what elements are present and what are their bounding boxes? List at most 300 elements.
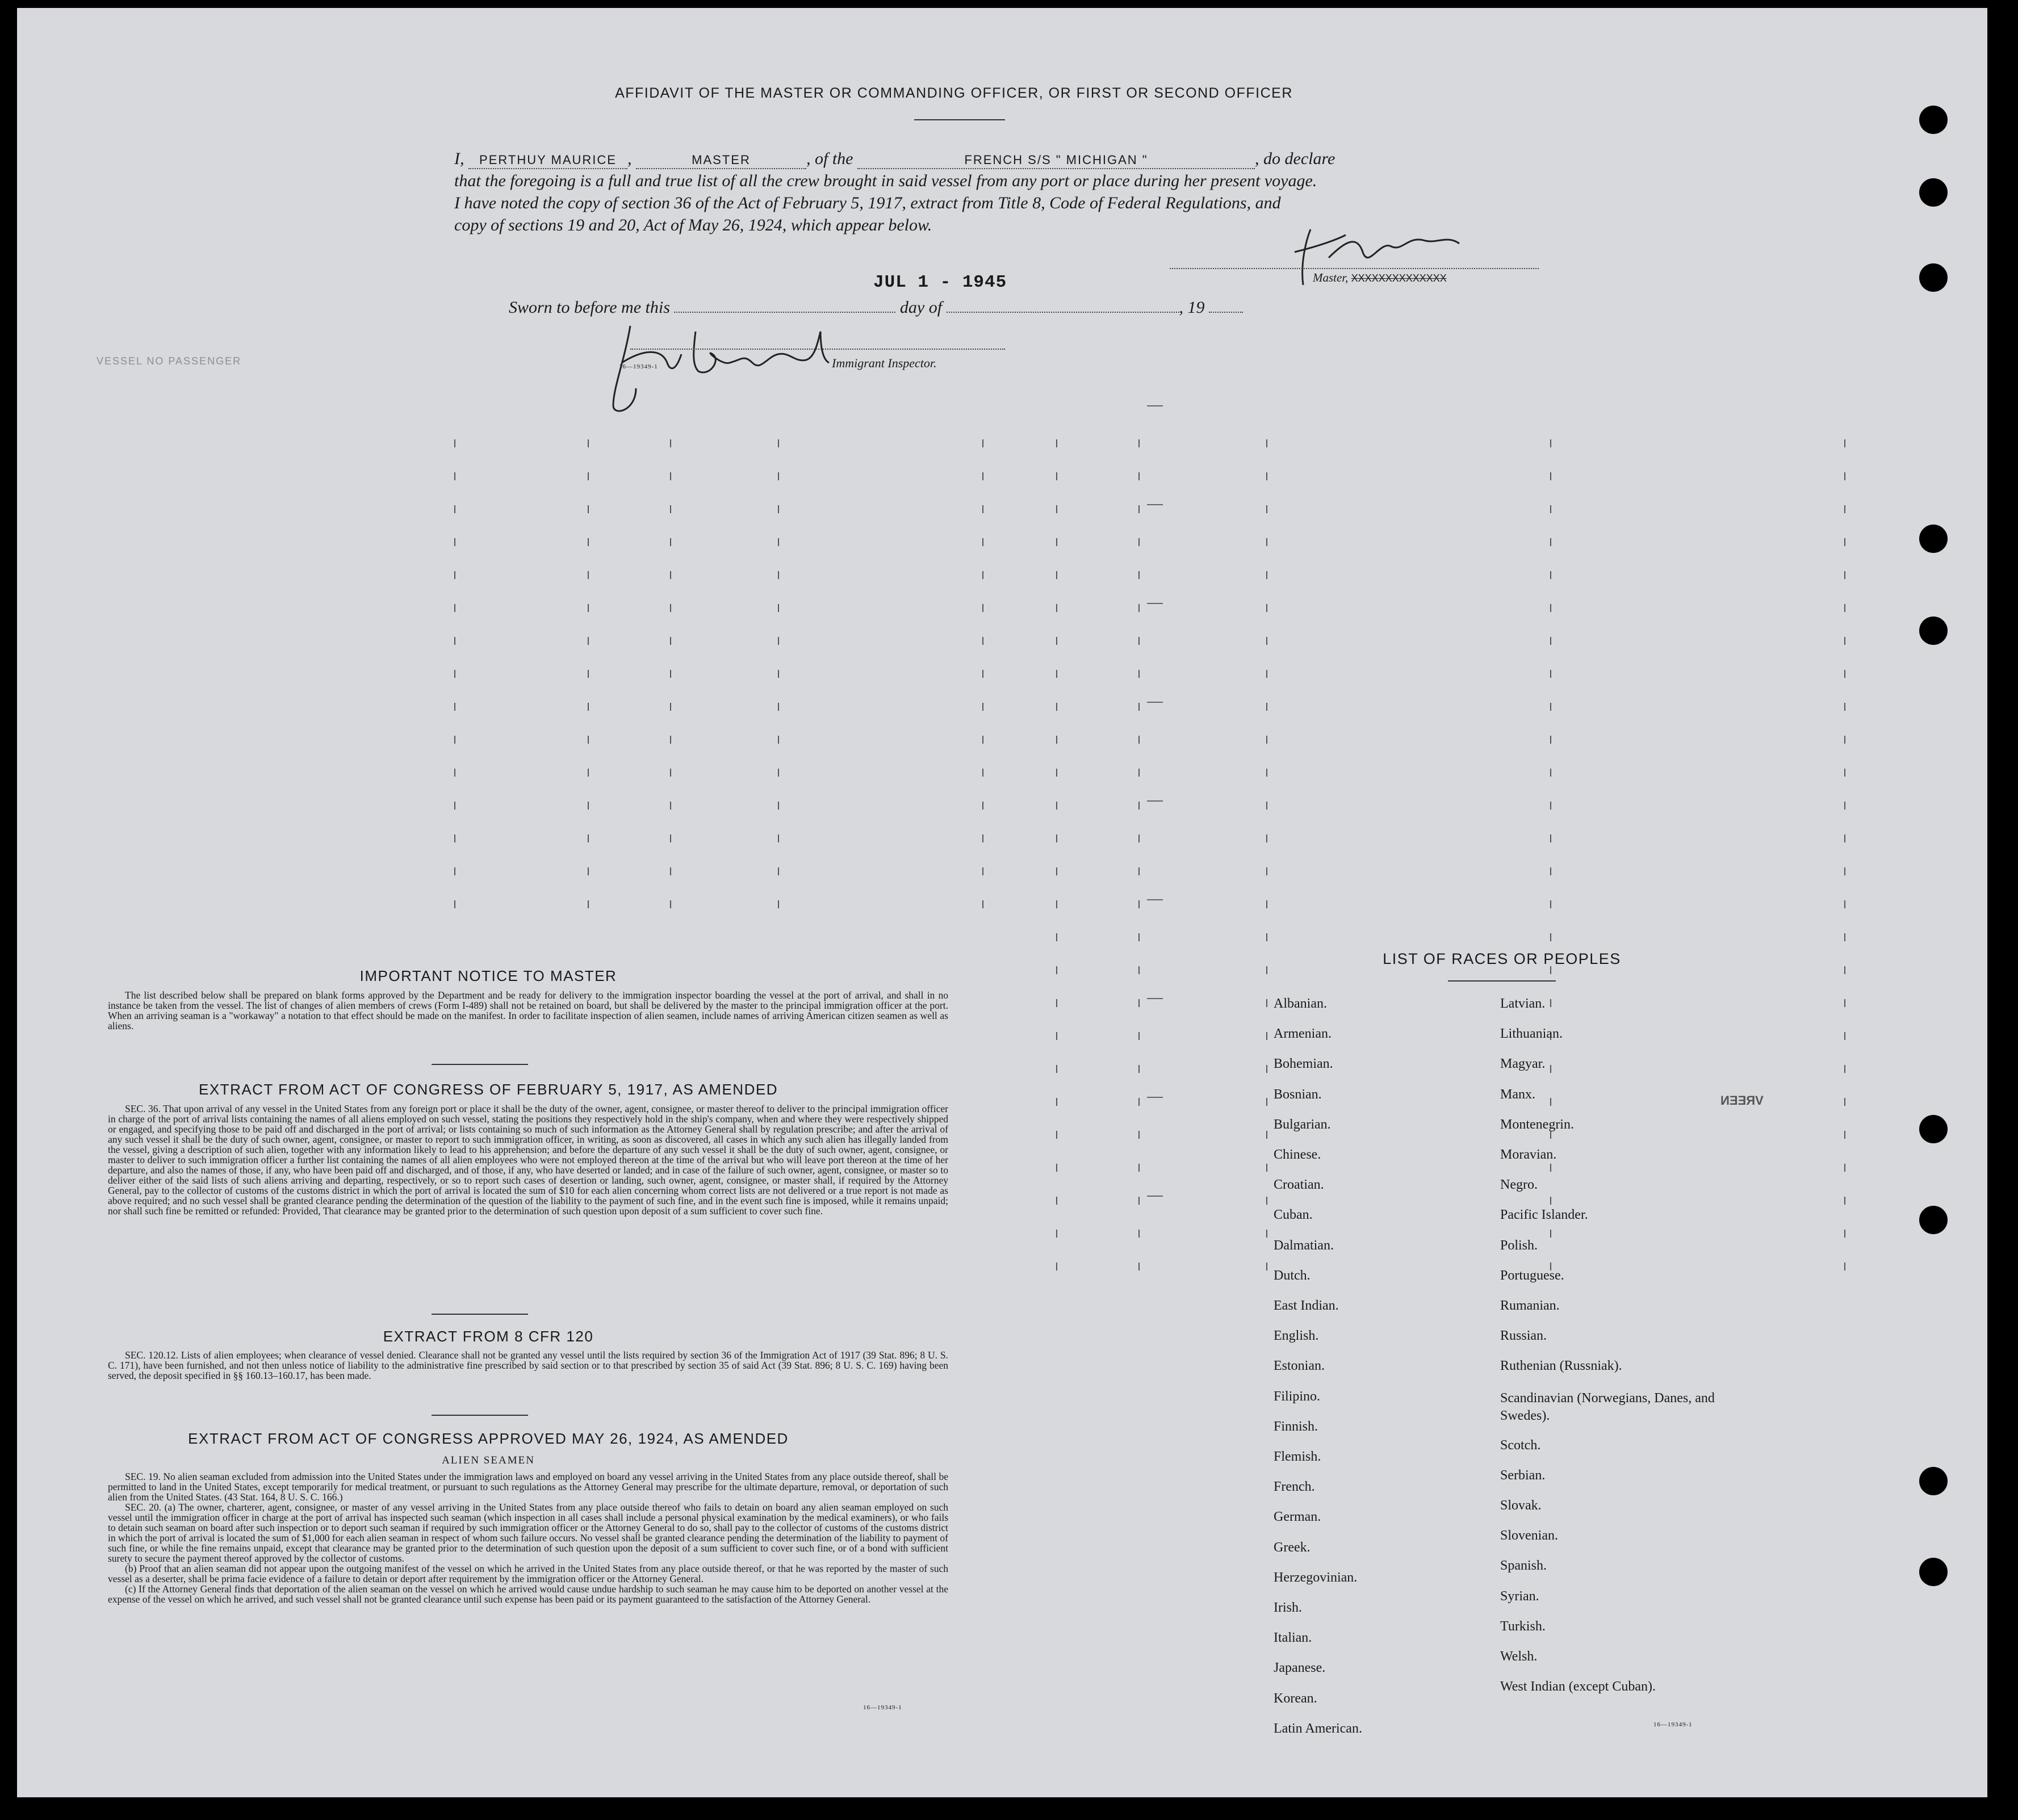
master-caption: Master, XXXXXXXXXXXXXX — [1313, 271, 1447, 284]
column-mark — [1844, 867, 1845, 875]
column-mark — [1266, 867, 1267, 875]
column-mark — [1056, 472, 1057, 480]
column-mark — [1266, 505, 1267, 513]
column-mark — [1056, 703, 1057, 711]
column-mark — [588, 472, 589, 480]
column-mark — [1266, 769, 1267, 777]
column-mark — [1056, 736, 1057, 744]
column-mark — [588, 604, 589, 612]
form-number: 16—19349-1 — [1653, 1721, 1693, 1728]
column-mark — [670, 736, 671, 744]
column-mark — [588, 538, 589, 546]
column-mark — [454, 439, 455, 447]
column-mark — [982, 834, 983, 842]
column-mark — [1266, 538, 1267, 546]
column-mark — [1844, 505, 1845, 513]
column-mark — [454, 703, 455, 711]
column-mark — [588, 505, 589, 513]
column-mark — [1550, 834, 1551, 842]
column-mark — [778, 670, 779, 678]
column-mark — [1056, 1164, 1057, 1172]
column-mark — [1550, 900, 1551, 908]
race-item: English. — [1274, 1328, 1319, 1344]
race-item: Spanish. — [1500, 1558, 1547, 1574]
column-mark — [778, 802, 779, 810]
column-mark — [1138, 802, 1140, 810]
race-item: Turkish. — [1500, 1618, 1546, 1634]
punch-hole — [1919, 178, 1948, 207]
column-mark — [1844, 439, 1845, 447]
column-mark — [1138, 472, 1140, 480]
column-mark — [670, 802, 671, 810]
column-mark — [670, 505, 671, 513]
race-item: Scotch. — [1500, 1437, 1541, 1453]
column-mark — [1844, 802, 1845, 810]
column-mark — [778, 505, 779, 513]
column-mark — [982, 439, 983, 447]
column-mark — [1550, 703, 1551, 711]
vessel-field: FRENCH S/S " MICHIGAN " — [857, 152, 1255, 169]
races-rule — [1448, 980, 1556, 982]
column-mark — [670, 867, 671, 875]
column-mark — [1138, 834, 1140, 842]
extract-1924-heading: EXTRACT FROM ACT OF CONGRESS APPROVED MAY 26, 1924, AS AMENDED — [188, 1430, 789, 1447]
column-mark — [1844, 736, 1845, 744]
column-mark — [1138, 1032, 1140, 1040]
race-item: Russian. — [1500, 1328, 1547, 1344]
declaration-line1 — [454, 148, 1556, 170]
column-mark — [982, 736, 983, 744]
column-mark — [1138, 1098, 1140, 1106]
sec-19: SEC. 19. No alien seaman excluded from admission into the United States under the immigration laws and employed on board any vessel arriving in the United States from any place outside thereof, shall be permitted to land in the United States, except temporarily for medical treatment, or pursuant to such regulations as the Attorney General may prescribe for the ultimate departure, removal, or deportation of such alien from the United States. (43 Stat. 164, 8 U. S. C. 166.) — [108, 1471, 948, 1503]
races-column-2 — [1500, 989, 1756, 1702]
column-mark — [588, 439, 589, 447]
column-mark — [1056, 999, 1057, 1007]
column-mark — [982, 505, 983, 513]
column-mark — [588, 670, 589, 678]
column-mark — [1056, 1098, 1057, 1106]
column-mark — [778, 571, 779, 579]
column-mark — [1844, 1263, 1845, 1270]
column-mark — [1844, 834, 1845, 842]
race-item: Estonian. — [1274, 1358, 1325, 1374]
separator: , — [627, 149, 632, 168]
column-mark — [1056, 637, 1057, 645]
section-rule — [432, 1314, 528, 1315]
title-rule — [914, 119, 1005, 120]
column-mark — [982, 637, 983, 645]
column-mark — [1266, 472, 1267, 480]
column-mark — [670, 769, 671, 777]
column-mark — [588, 571, 589, 579]
column-mark — [1550, 670, 1551, 678]
sec-20c: (c) If the Attorney General finds that deportation of the alien seaman on the vessel on which he arrived would cause undue hardship to such seaman he may cause him to be deported on another vessel at the expense of the vessel on which he arrived, and such vessel shall not be granted clearance until such expense has been paid or its payment guaranteed to the satisfaction of the Attorney General. — [108, 1583, 948, 1605]
race-item: Ruthenian (Russniak). — [1500, 1358, 1622, 1374]
sworn-prefix: Sworn to before me this — [509, 298, 670, 317]
column-mark — [1138, 1164, 1140, 1172]
column-mark — [1266, 1098, 1267, 1106]
column-mark — [778, 900, 779, 908]
column-mark — [1550, 867, 1551, 875]
column-mark — [1056, 439, 1057, 447]
column-mark — [1550, 736, 1551, 744]
races-column-1 — [1274, 989, 1467, 1744]
column-mark — [454, 472, 455, 480]
punch-hole — [1919, 263, 1948, 292]
race-item: Irish. — [1274, 1600, 1302, 1616]
column-mark — [778, 472, 779, 480]
column-mark — [670, 703, 671, 711]
column-mark — [1138, 670, 1140, 678]
race-item: Herzegovinian. — [1274, 1570, 1358, 1585]
column-mark — [1266, 1065, 1267, 1073]
column-mark — [1138, 1131, 1140, 1139]
race-item: Latin American. — [1274, 1721, 1362, 1736]
column-mark — [1056, 1197, 1057, 1205]
column-mark — [588, 769, 589, 777]
column-mark — [1844, 670, 1845, 678]
column-mark — [778, 439, 779, 447]
column-mark — [1056, 670, 1057, 678]
sworn-month-field — [947, 312, 1179, 313]
column-mark — [1550, 604, 1551, 612]
inspector-signature — [591, 309, 852, 417]
column-mark — [1266, 571, 1267, 579]
do-declare-text: , do declare — [1255, 149, 1335, 168]
column-dash — [1147, 702, 1163, 703]
column-mark — [1844, 1164, 1845, 1172]
master-name-field: PERTHUY MAURICE — [468, 152, 627, 169]
column-mark — [1844, 1131, 1845, 1139]
bleed-through-stamp: VESSEL NO PASSENGER — [97, 355, 242, 367]
section-rule — [432, 1064, 528, 1065]
column-mark — [1138, 505, 1140, 513]
column-mark — [982, 769, 983, 777]
column-mark — [588, 900, 589, 908]
inspector-signature-line — [630, 349, 1005, 350]
column-mark — [1056, 604, 1057, 612]
column-mark — [1056, 802, 1057, 810]
column-mark — [454, 769, 455, 777]
race-item: Slovenian. — [1500, 1528, 1558, 1544]
notice-heading: IMPORTANT NOTICE TO MASTER — [359, 967, 617, 984]
form-number: 16—19349-1 — [863, 1704, 902, 1711]
column-mark — [1844, 1098, 1845, 1106]
column-mark — [1056, 505, 1057, 513]
column-mark — [1550, 472, 1551, 480]
column-mark — [1056, 933, 1057, 941]
column-mark — [1844, 703, 1845, 711]
race-item: Rumanian. — [1500, 1298, 1560, 1314]
master-rank-field: MASTER — [636, 152, 806, 169]
column-mark — [1844, 637, 1845, 645]
of-the-text: , of the — [806, 149, 853, 168]
column-mark — [1266, 1197, 1267, 1205]
column-mark — [670, 834, 671, 842]
column-mark — [1550, 637, 1551, 645]
column-mark — [1138, 736, 1140, 744]
column-mark — [1266, 933, 1267, 941]
column-mark — [982, 703, 983, 711]
extract-1917-body: SEC. 36. That upon arrival of any vessel in the United States from any foreign port or place it shall be the duty of the owner, agent, consignee, or master thereof to deliver to the principal immigration officer in charge of the port of arrival lists containing the names of all aliens employed on such vessel, stating the positions they respectively hold in the ship's company, when and where they were respectively shipped or engaged, and specifying those to be paid off and discharged in the port of arrival; or lists containing so much of such information as the Attorney General shall by regulation prescribe; and after the arrival of any such vessel it shall be the duty of such owner, agent, consignee, or master to report to such immigration officer, in writing, as soon as discovered, all cases in which any such alien has illegally landed from the vessel, giving a description of such alien, together with any information likely to lead to his apprehension; and before the departure of any such vessel it shall be the duty of such owner, agent, consignee, or master to deliver to such immigration officer a further list containing the names of all alien employees who were not employed thereon at the time of the arrival but who will leave port thereon at the time of her departure, and also the names of those, if any, who have been paid off and discharged, and of those, if any, who have deserted or landed; and in case of the failure of such owner, agent, consignee, or master so to deliver either of the said lists of such aliens arriving and departing, respectively, or so to report such cases of desertion or landing, such owner, agent, consignee, or master shall, if required by the Attorney General, pay to the collector of customs of the customs district in which the port of arrival is located the sum of $10 for each alien concerning whom correct lists are not delivered or a true report is not made as above required; and no such vessel shall be granted clearance pending the determination of the question of the liability to the payment of such fine, and in the event such fine is imposed, while it remains unpaid; nor shall such fine be remitted or refunded: Provided, That clearance may be granted prior to the determination of such question upon deposit of a sum sufficient to cover such fine. — [108, 1103, 948, 1217]
column-mark — [454, 736, 455, 744]
column-mark — [670, 472, 671, 480]
race-item: Polish. — [1500, 1238, 1538, 1253]
column-dash — [1147, 998, 1163, 999]
column-mark — [1138, 538, 1140, 546]
race-item: Bosnian. — [1274, 1087, 1322, 1102]
race-item: Italian. — [1274, 1630, 1312, 1646]
column-mark — [1138, 933, 1140, 941]
declaration-prefix: I, — [454, 149, 464, 168]
declaration-line3: I have noted the copy of section 36 of the Act of February 5, 1917, extract from Title 8, Code of Federal Regulations, and — [454, 194, 1281, 212]
column-mark — [1056, 1131, 1057, 1139]
bleed-through-mark: VREEN — [1720, 1093, 1764, 1108]
race-item: Pacific Islander. — [1500, 1207, 1588, 1223]
column-mark — [1844, 1065, 1845, 1073]
sec-20a: SEC. 20. (a) The owner, charterer, agent, consignee, or master of any vessel arriving in the United States from any place outside thereof who fails to detain on board any alien seaman employed on such vessel until the immigration officer in charge at the port of arrival has inspected such seaman (which inspection in all cases shall include a personal physical examination by the medical examiners), or who fails to detain such seaman on board after such inspection or to deport such seaman if required by such immigration officer or the Attorney General to do so, shall pay to the collector of customs of the customs district in which the port of arrival is located the sum of $1,000 for each alien seaman in respect of whom such failure occurs. No vessel shall be granted clearance pending the determination of the liability to payment of such fine, or while the fine remains unpaid, except that clearance may be granted prior to the determination of such question upon the deposit of a sum sufficient to cover such fine, or of a bond with sufficient surety to secure the payment thereof approved by the collector of customs. — [108, 1502, 948, 1564]
column-dash — [1147, 800, 1163, 802]
column-mark — [1138, 703, 1140, 711]
column-mark — [588, 736, 589, 744]
column-mark — [1844, 472, 1845, 480]
column-mark — [454, 834, 455, 842]
column-mark — [588, 637, 589, 645]
column-mark — [670, 604, 671, 612]
column-mark — [778, 637, 779, 645]
races-heading: LIST OF RACES OR PEOPLES — [1383, 950, 1621, 967]
column-mark — [1056, 1032, 1057, 1040]
punch-hole — [1919, 106, 1948, 134]
punch-hole — [1919, 525, 1948, 553]
race-item: Bohemian. — [1274, 1056, 1333, 1072]
column-mark — [1056, 1065, 1057, 1073]
sworn-year-field — [1209, 312, 1243, 313]
column-mark — [778, 867, 779, 875]
column-mark — [778, 834, 779, 842]
column-mark — [1138, 1065, 1140, 1073]
column-mark — [1550, 505, 1551, 513]
race-item: Filipino. — [1274, 1389, 1321, 1404]
column-mark — [1844, 571, 1845, 579]
column-mark — [1550, 571, 1551, 579]
column-mark — [1138, 966, 1140, 974]
column-mark — [588, 834, 589, 842]
column-mark — [1056, 538, 1057, 546]
column-mark — [1550, 769, 1551, 777]
punch-hole — [1919, 1467, 1948, 1495]
extract-1924-subheading: ALIEN SEAMEN — [442, 1454, 535, 1466]
race-item: Portuguese. — [1500, 1268, 1564, 1283]
column-mark — [1266, 900, 1267, 908]
column-mark — [670, 571, 671, 579]
affidavit-page — [17, 8, 1987, 1797]
race-item: Albanian. — [1274, 996, 1327, 1011]
section-rule — [432, 1415, 528, 1416]
sworn-day-of: day of — [899, 298, 943, 317]
column-mark — [1138, 999, 1140, 1007]
declaration-line4: copy of sections 19 and 20, Act of May 26, 1924, which appear below. — [454, 216, 932, 234]
race-item: Magyar. — [1500, 1056, 1546, 1072]
punch-hole — [1919, 1206, 1948, 1234]
column-mark — [588, 802, 589, 810]
struck-title: XXXXXXXXXXXXXX — [1351, 272, 1447, 284]
column-mark — [982, 604, 983, 612]
column-mark — [1056, 1263, 1057, 1270]
race-item: Lithuanian. — [1500, 1026, 1563, 1042]
column-mark — [1844, 966, 1845, 974]
race-item: French. — [1274, 1479, 1315, 1495]
race-item: Greek. — [1274, 1540, 1311, 1555]
race-item: Montenegrin. — [1500, 1117, 1574, 1132]
column-mark — [1056, 966, 1057, 974]
race-item: Serbian. — [1500, 1467, 1546, 1483]
race-item: Armenian. — [1274, 1026, 1332, 1042]
column-mark — [1138, 604, 1140, 612]
column-mark — [1550, 538, 1551, 546]
column-mark — [454, 900, 455, 908]
column-mark — [778, 604, 779, 612]
column-mark — [982, 472, 983, 480]
column-mark — [1266, 637, 1267, 645]
race-item: Latvian. — [1500, 996, 1546, 1011]
column-mark — [454, 637, 455, 645]
column-mark — [454, 867, 455, 875]
race-item: Croatian. — [1274, 1177, 1324, 1193]
column-dash — [1147, 603, 1163, 604]
column-mark — [982, 538, 983, 546]
column-mark — [1138, 1197, 1140, 1205]
column-mark — [1550, 933, 1551, 941]
column-mark — [1266, 604, 1267, 612]
column-mark — [1844, 1230, 1845, 1238]
punch-hole — [1919, 1115, 1948, 1143]
column-mark — [1138, 867, 1140, 875]
master-signature-line — [1170, 268, 1539, 269]
column-mark — [1056, 900, 1057, 908]
column-dash — [1147, 899, 1163, 900]
race-item: East Indian. — [1274, 1298, 1339, 1314]
race-item: Finnish. — [1274, 1419, 1318, 1434]
notice-body: The list described below shall be prepared on blank forms approved by the Department and be ready for delivery to the immigration inspector boarding the vessel at the port of arrival, and shall in no instance be taken from the vessel. The list of changes of alien members of crews (Form I-489) shall not be retained on board, but shall be delivered by the master to the principal immigration officer at the port. When an arriving seaman is a "workaway" a notation to that effect should be made on the manifest. In order to facilitate inspection of alien seamen, include names of arriving American citizen seamen as well as aliens. — [108, 989, 948, 1031]
column-mark — [1266, 1131, 1267, 1139]
column-mark — [1138, 571, 1140, 579]
form-number: 16—19349-1 — [619, 363, 658, 370]
race-item: West Indian (except Cuban). — [1500, 1679, 1656, 1695]
column-mark — [1266, 802, 1267, 810]
race-item: Flemish. — [1274, 1449, 1321, 1465]
race-item: Syrian. — [1500, 1588, 1539, 1604]
column-mark — [1266, 1230, 1267, 1238]
column-mark — [454, 571, 455, 579]
column-mark — [1266, 999, 1267, 1007]
extract-cfr-body: SEC. 120.12. Lists of alien employees; when clearance of vessel denied. Clearance shall not be granted any vessel until the lists required by section 36 of the Immigration Act of 1917 (39 Stat. 896; 8 U. S. C. 171), have been furnished, and not then unless notice of liability to the administrative fine prescribed by said section or to that prescribed by section 35 of said Act (39 Stat. 896; 8 U. S. C. 169) having been served, the deposit specified in §§ 160.13–160.17, has been made. — [108, 1349, 948, 1381]
column-mark — [1056, 571, 1057, 579]
column-mark — [1266, 834, 1267, 842]
column-mark — [1266, 670, 1267, 678]
race-item: Dalmatian. — [1274, 1238, 1334, 1253]
column-mark — [670, 900, 671, 908]
column-mark — [670, 439, 671, 447]
column-mark — [670, 670, 671, 678]
column-mark — [1266, 966, 1267, 974]
race-item: German. — [1274, 1509, 1321, 1525]
column-mark — [454, 604, 455, 612]
extract-cfr-heading: EXTRACT FROM 8 CFR 120 — [383, 1328, 594, 1345]
column-mark — [1138, 439, 1140, 447]
column-mark — [982, 900, 983, 908]
column-mark — [1550, 439, 1551, 447]
column-mark — [982, 802, 983, 810]
extract-1924-body — [108, 1471, 948, 1604]
race-item: Moravian. — [1500, 1147, 1557, 1163]
column-mark — [1844, 1197, 1845, 1205]
column-mark — [1056, 1230, 1057, 1238]
page-title: AFFIDAVIT OF THE MASTER OR COMMANDING OFFICER, OR FIRST OR SECOND OFFICER — [615, 85, 1293, 101]
sec-20b: (b) Proof that an alien seaman did not appear upon the outgoing manifest of the vessel on which he arrived in the United States from any place outside thereof, or that he was reported by the master of such vessel as a deserter, shall be prima facie evidence of a failure to detain or deport after requirement by the immigration officer or the Attorney General. — [108, 1563, 948, 1584]
column-mark — [1056, 867, 1057, 875]
race-item: Cuban. — [1274, 1207, 1313, 1223]
column-mark — [1138, 1230, 1140, 1238]
race-item: Welsh. — [1500, 1649, 1538, 1664]
column-mark — [1266, 1263, 1267, 1270]
column-mark — [1056, 834, 1057, 842]
sworn-year-prefix: , 19 — [1179, 298, 1205, 317]
column-mark — [1550, 802, 1551, 810]
race-item: Dutch. — [1274, 1268, 1311, 1283]
column-mark — [454, 670, 455, 678]
column-mark — [1138, 900, 1140, 908]
column-mark — [454, 802, 455, 810]
column-mark — [982, 670, 983, 678]
column-mark — [1138, 637, 1140, 645]
date-stamp: JUL 1 - 1945 — [873, 272, 1007, 292]
race-item: Chinese. — [1274, 1147, 1321, 1163]
race-item: Slovak. — [1500, 1498, 1542, 1513]
column-dash — [1147, 1196, 1163, 1197]
race-item: Bulgarian. — [1274, 1117, 1331, 1132]
race-item: Manx. — [1500, 1087, 1535, 1102]
column-mark — [670, 637, 671, 645]
declaration-line2: that the foregoing is a full and true list of all the crew brought in said vessel from any port or place during her present voyage. — [454, 171, 1317, 190]
column-mark — [982, 571, 983, 579]
column-dash — [1147, 504, 1163, 505]
column-mark — [1266, 1032, 1267, 1040]
column-mark — [588, 703, 589, 711]
column-mark — [1844, 999, 1845, 1007]
race-scandinavian: Scandinavian (Norwegians, Danes, and Swedes). — [1500, 1390, 1715, 1423]
column-mark — [1056, 769, 1057, 777]
race-item: Korean. — [1274, 1691, 1317, 1706]
column-mark — [1266, 439, 1267, 447]
column-mark — [778, 736, 779, 744]
column-mark — [1266, 736, 1267, 744]
extract-1917-heading: EXTRACT FROM ACT OF CONGRESS OF FEBRUARY 5, 1917, AS AMENDED — [199, 1081, 778, 1098]
column-mark — [1844, 604, 1845, 612]
column-dash — [1147, 405, 1163, 406]
column-mark — [1844, 933, 1845, 941]
column-mark — [670, 538, 671, 546]
column-mark — [778, 703, 779, 711]
column-mark — [1266, 1164, 1267, 1172]
punch-hole — [1919, 617, 1948, 645]
column-mark — [1844, 538, 1845, 546]
column-mark — [1844, 1032, 1845, 1040]
column-mark — [1138, 769, 1140, 777]
column-mark — [778, 538, 779, 546]
column-dash — [1147, 1097, 1163, 1098]
column-mark — [454, 505, 455, 513]
